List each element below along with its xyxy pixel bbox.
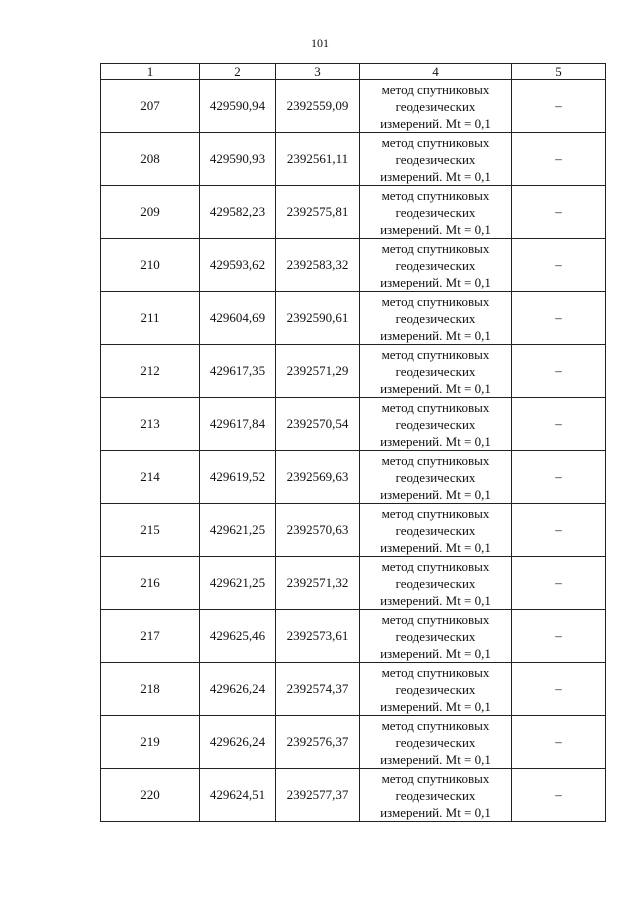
method-line: измерений. Mt = 0,1 bbox=[380, 274, 491, 290]
table-row bbox=[101, 292, 606, 345]
table-row bbox=[101, 398, 606, 451]
x-coordinate-cell: 429593,62 bbox=[200, 239, 276, 292]
x-coordinate-cell: 429626,24 bbox=[200, 663, 276, 716]
point-number-cell: 208 bbox=[101, 133, 200, 186]
note-cell: – bbox=[512, 398, 606, 451]
note-cell: – bbox=[512, 716, 606, 769]
method-line: метод спутниковых bbox=[381, 134, 490, 150]
method-line: измерений. Mt = 0,1 bbox=[380, 380, 491, 396]
y-coordinate-cell: 2392575,81 bbox=[276, 186, 360, 239]
method-line: измерений. Mt = 0,1 bbox=[380, 539, 491, 555]
point-number-cell: 215 bbox=[101, 504, 200, 557]
column-header: 4 bbox=[360, 64, 512, 80]
x-coordinate-cell: 429617,84 bbox=[200, 398, 276, 451]
y-coordinate-cell: 2392569,63 bbox=[276, 451, 360, 504]
x-coordinate-cell: 429604,69 bbox=[200, 292, 276, 345]
method-cell bbox=[360, 239, 512, 292]
method-line: геодезических bbox=[395, 522, 476, 538]
method-line: геодезических bbox=[395, 469, 476, 485]
method-cell bbox=[360, 451, 512, 504]
method-cell bbox=[360, 663, 512, 716]
method-line: измерений. Mt = 0,1 bbox=[380, 168, 491, 184]
method-cell bbox=[360, 716, 512, 769]
method-cell bbox=[360, 292, 512, 345]
table-body bbox=[101, 80, 606, 822]
method-line: метод спутниковых bbox=[381, 558, 490, 574]
point-number-cell: 217 bbox=[101, 610, 200, 663]
note-cell: – bbox=[512, 663, 606, 716]
method-line: геодезических bbox=[395, 98, 476, 114]
note-cell: – bbox=[512, 557, 606, 610]
y-coordinate-cell: 2392590,61 bbox=[276, 292, 360, 345]
column-header: 2 bbox=[200, 64, 276, 80]
table-row bbox=[101, 345, 606, 398]
method-line: геодезических bbox=[395, 363, 476, 379]
table-row bbox=[101, 133, 606, 186]
method-line: метод спутниковых bbox=[381, 611, 490, 627]
x-coordinate-cell: 429625,46 bbox=[200, 610, 276, 663]
y-coordinate-cell: 2392576,37 bbox=[276, 716, 360, 769]
y-coordinate-cell: 2392571,32 bbox=[276, 557, 360, 610]
method-line: метод спутниковых bbox=[381, 717, 490, 733]
method-line: измерений. Mt = 0,1 bbox=[380, 115, 491, 131]
note-cell: – bbox=[512, 504, 606, 557]
method-line: метод спутниковых bbox=[381, 505, 490, 521]
x-coordinate-cell: 429619,52 bbox=[200, 451, 276, 504]
x-coordinate-cell: 429590,93 bbox=[200, 133, 276, 186]
note-cell: – bbox=[512, 292, 606, 345]
method-line: геодезических bbox=[395, 310, 476, 326]
method-line: метод спутниковых bbox=[381, 81, 490, 97]
x-coordinate-cell: 429626,24 bbox=[200, 716, 276, 769]
method-line: метод спутниковых bbox=[381, 399, 490, 415]
method-line: геодезических bbox=[395, 151, 476, 167]
note-cell: – bbox=[512, 133, 606, 186]
y-coordinate-cell: 2392573,61 bbox=[276, 610, 360, 663]
x-coordinate-cell: 429624,51 bbox=[200, 769, 276, 822]
method-line: метод спутниковых bbox=[381, 664, 490, 680]
x-coordinate-cell: 429621,25 bbox=[200, 557, 276, 610]
y-coordinate-cell: 2392574,37 bbox=[276, 663, 360, 716]
method-line: метод спутниковых bbox=[381, 293, 490, 309]
table-row bbox=[101, 451, 606, 504]
method-line: метод спутниковых bbox=[381, 240, 490, 256]
column-header: 3 bbox=[276, 64, 360, 80]
table-row bbox=[101, 663, 606, 716]
point-number-cell: 214 bbox=[101, 451, 200, 504]
method-cell bbox=[360, 186, 512, 239]
note-cell: – bbox=[512, 769, 606, 822]
point-number-cell: 220 bbox=[101, 769, 200, 822]
method-line: метод спутниковых bbox=[381, 770, 490, 786]
y-coordinate-cell: 2392561,11 bbox=[276, 133, 360, 186]
method-line: измерений. Mt = 0,1 bbox=[380, 751, 491, 767]
note-cell: – bbox=[512, 451, 606, 504]
method-line: геодезических bbox=[395, 734, 476, 750]
method-cell bbox=[360, 504, 512, 557]
note-cell: – bbox=[512, 345, 606, 398]
point-number-cell: 216 bbox=[101, 557, 200, 610]
method-line: геодезических bbox=[395, 257, 476, 273]
y-coordinate-cell: 2392559,09 bbox=[276, 80, 360, 133]
y-coordinate-cell: 2392570,54 bbox=[276, 398, 360, 451]
table-row bbox=[101, 186, 606, 239]
method-line: метод спутниковых bbox=[381, 187, 490, 203]
method-line: геодезических bbox=[395, 204, 476, 220]
point-number-cell: 212 bbox=[101, 345, 200, 398]
table-row bbox=[101, 716, 606, 769]
method-line: измерений. Mt = 0,1 bbox=[380, 698, 491, 714]
note-cell: – bbox=[512, 186, 606, 239]
method-line: геодезических bbox=[395, 575, 476, 591]
y-coordinate-cell: 2392577,37 bbox=[276, 769, 360, 822]
method-line: геодезических bbox=[395, 787, 476, 803]
method-line: измерений. Mt = 0,1 bbox=[380, 433, 491, 449]
x-coordinate-cell: 429621,25 bbox=[200, 504, 276, 557]
x-coordinate-cell: 429617,35 bbox=[200, 345, 276, 398]
point-number-cell: 213 bbox=[101, 398, 200, 451]
method-cell bbox=[360, 345, 512, 398]
method-cell bbox=[360, 557, 512, 610]
y-coordinate-cell: 2392570,63 bbox=[276, 504, 360, 557]
method-line: измерений. Mt = 0,1 bbox=[380, 221, 491, 237]
note-cell: – bbox=[512, 610, 606, 663]
note-cell: – bbox=[512, 239, 606, 292]
table-row bbox=[101, 610, 606, 663]
point-number-cell: 209 bbox=[101, 186, 200, 239]
method-cell bbox=[360, 769, 512, 822]
column-header: 1 bbox=[101, 64, 200, 80]
y-coordinate-cell: 2392571,29 bbox=[276, 345, 360, 398]
point-number-cell: 210 bbox=[101, 239, 200, 292]
method-line: измерений. Mt = 0,1 bbox=[380, 804, 491, 820]
x-coordinate-cell: 429582,23 bbox=[200, 186, 276, 239]
method-line: геодезических bbox=[395, 416, 476, 432]
note-cell: – bbox=[512, 80, 606, 133]
method-line: метод спутниковых bbox=[381, 346, 490, 362]
method-line: измерений. Mt = 0,1 bbox=[380, 327, 491, 343]
method-cell bbox=[360, 610, 512, 663]
method-line: геодезических bbox=[395, 681, 476, 697]
method-line: измерений. Mt = 0,1 bbox=[380, 645, 491, 661]
y-coordinate-cell: 2392583,32 bbox=[276, 239, 360, 292]
table-row bbox=[101, 769, 606, 822]
table-row bbox=[101, 80, 606, 133]
point-number-cell: 219 bbox=[101, 716, 200, 769]
method-line: геодезических bbox=[395, 628, 476, 644]
point-number-cell: 211 bbox=[101, 292, 200, 345]
table-row bbox=[101, 504, 606, 557]
table-header-row bbox=[101, 64, 606, 80]
coordinates-table bbox=[100, 63, 606, 822]
table-row bbox=[101, 557, 606, 610]
method-cell bbox=[360, 133, 512, 186]
table-row bbox=[101, 239, 606, 292]
method-line: измерений. Mt = 0,1 bbox=[380, 486, 491, 502]
point-number-cell: 218 bbox=[101, 663, 200, 716]
method-line: измерений. Mt = 0,1 bbox=[380, 592, 491, 608]
method-cell bbox=[360, 80, 512, 133]
page-number: 101 bbox=[311, 36, 329, 50]
method-cell bbox=[360, 398, 512, 451]
x-coordinate-cell: 429590,94 bbox=[200, 80, 276, 133]
column-header: 5 bbox=[512, 64, 606, 80]
method-line: метод спутниковых bbox=[381, 452, 490, 468]
point-number-cell: 207 bbox=[101, 80, 200, 133]
